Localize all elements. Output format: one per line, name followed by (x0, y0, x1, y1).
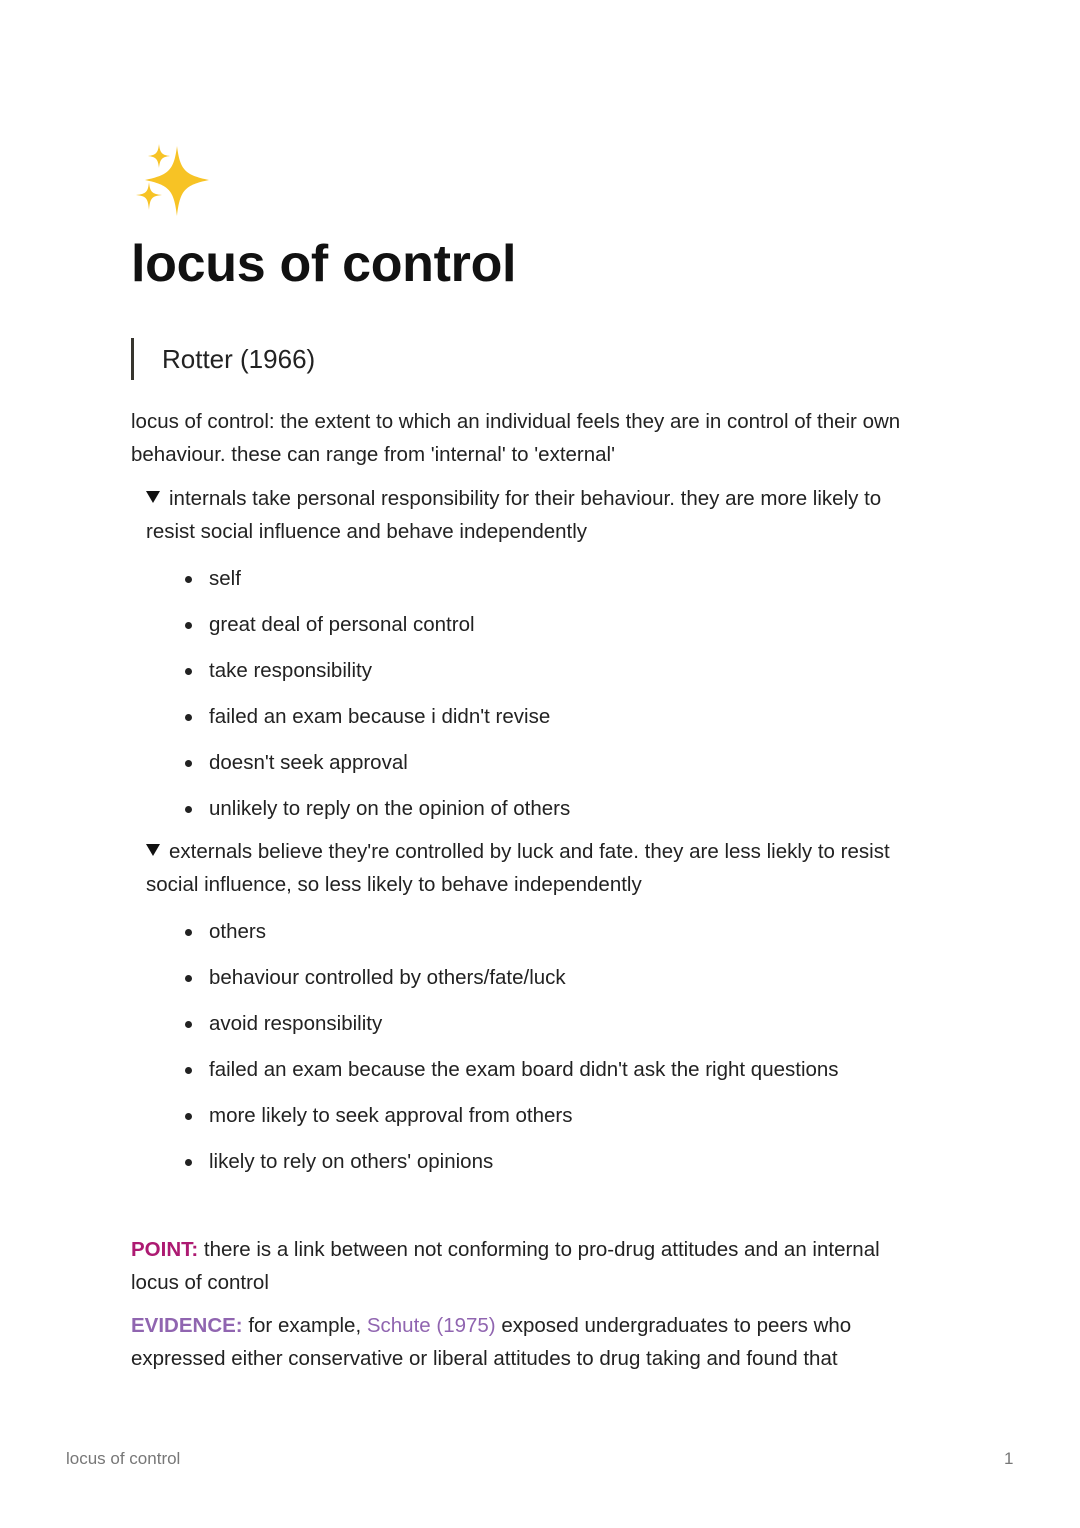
list-item: likely to rely on others' opinions (182, 1147, 839, 1193)
bullet-icon (185, 1021, 192, 1028)
list-item: doesn't seek approval (182, 748, 570, 794)
bullet-icon (185, 760, 192, 767)
evidence-text-2: expressed either conservative or liberal attitudes to drug taking and found that (131, 1347, 838, 1370)
evidence-paragraph (131, 1309, 961, 1375)
intro-line-2: behaviour. these can range from 'internal' to 'external' (131, 443, 616, 466)
toggle-externals[interactable] (146, 835, 961, 901)
quote-block: Rotter (1966) (131, 338, 315, 380)
list-item: great deal of personal control (182, 610, 570, 656)
point-text-1: there is a link between not conforming to pro-drug attitudes and an internal (198, 1238, 880, 1261)
point-paragraph (131, 1233, 961, 1299)
bullet-icon (185, 576, 192, 583)
point-label: POINT: (131, 1238, 199, 1261)
toggle-internals[interactable] (146, 482, 961, 548)
bullet-icon (185, 929, 192, 936)
evidence-text-b: exposed undergraduates to peers who (495, 1314, 852, 1337)
footer-page-number: 1 (1004, 1449, 1014, 1468)
externals-list (182, 917, 839, 1193)
reference-schute: Schute (1975) (366, 1314, 496, 1337)
internals-line-2: resist social influence and behave independently (146, 520, 588, 543)
list-item: others (182, 917, 839, 963)
list-item: failed an exam because the exam board didn't ask the right questions (182, 1055, 839, 1101)
list-item: avoid responsibility (182, 1009, 839, 1055)
bullet-icon (185, 668, 192, 675)
list-item: take responsibility (182, 656, 570, 702)
bullet-icon (185, 1159, 192, 1166)
sparkles-icon (131, 140, 213, 220)
page-title: locus of control (131, 235, 517, 293)
footer-doc-title: locus of control (66, 1449, 181, 1468)
internals-line-1: internals take personal responsibility for their behaviour. they are more likely to (169, 487, 882, 510)
internals-list (182, 564, 570, 840)
toggle-triangle-icon[interactable] (146, 491, 160, 503)
intro-paragraph (131, 405, 961, 471)
bullet-icon (185, 975, 192, 982)
bullet-icon (185, 1113, 192, 1120)
list-item: failed an exam because i didn't revise (182, 702, 570, 748)
externals-line-1: externals believe they're controlled by luck and fate. they are less liekly to resist (169, 840, 890, 863)
toggle-triangle-icon[interactable] (146, 844, 160, 856)
bullet-icon (185, 622, 192, 629)
list-item: behaviour controlled by others/fate/luck (182, 963, 839, 1009)
list-item: self (182, 564, 570, 610)
evidence-label: EVIDENCE: (131, 1314, 243, 1337)
externals-line-2: social influence, so less likely to behave independently (146, 873, 642, 896)
bullet-icon (185, 1067, 192, 1074)
intro-line-1: locus of control: the extent to which an individual feels they are in control of their own (131, 410, 901, 433)
evidence-text-a: for example, (242, 1314, 367, 1337)
bullet-icon (185, 806, 192, 813)
list-item: unlikely to reply on the opinion of others (182, 794, 570, 840)
list-item: more likely to seek approval from others (182, 1101, 839, 1147)
bullet-icon (185, 714, 192, 721)
point-text-2: locus of control (131, 1271, 269, 1294)
